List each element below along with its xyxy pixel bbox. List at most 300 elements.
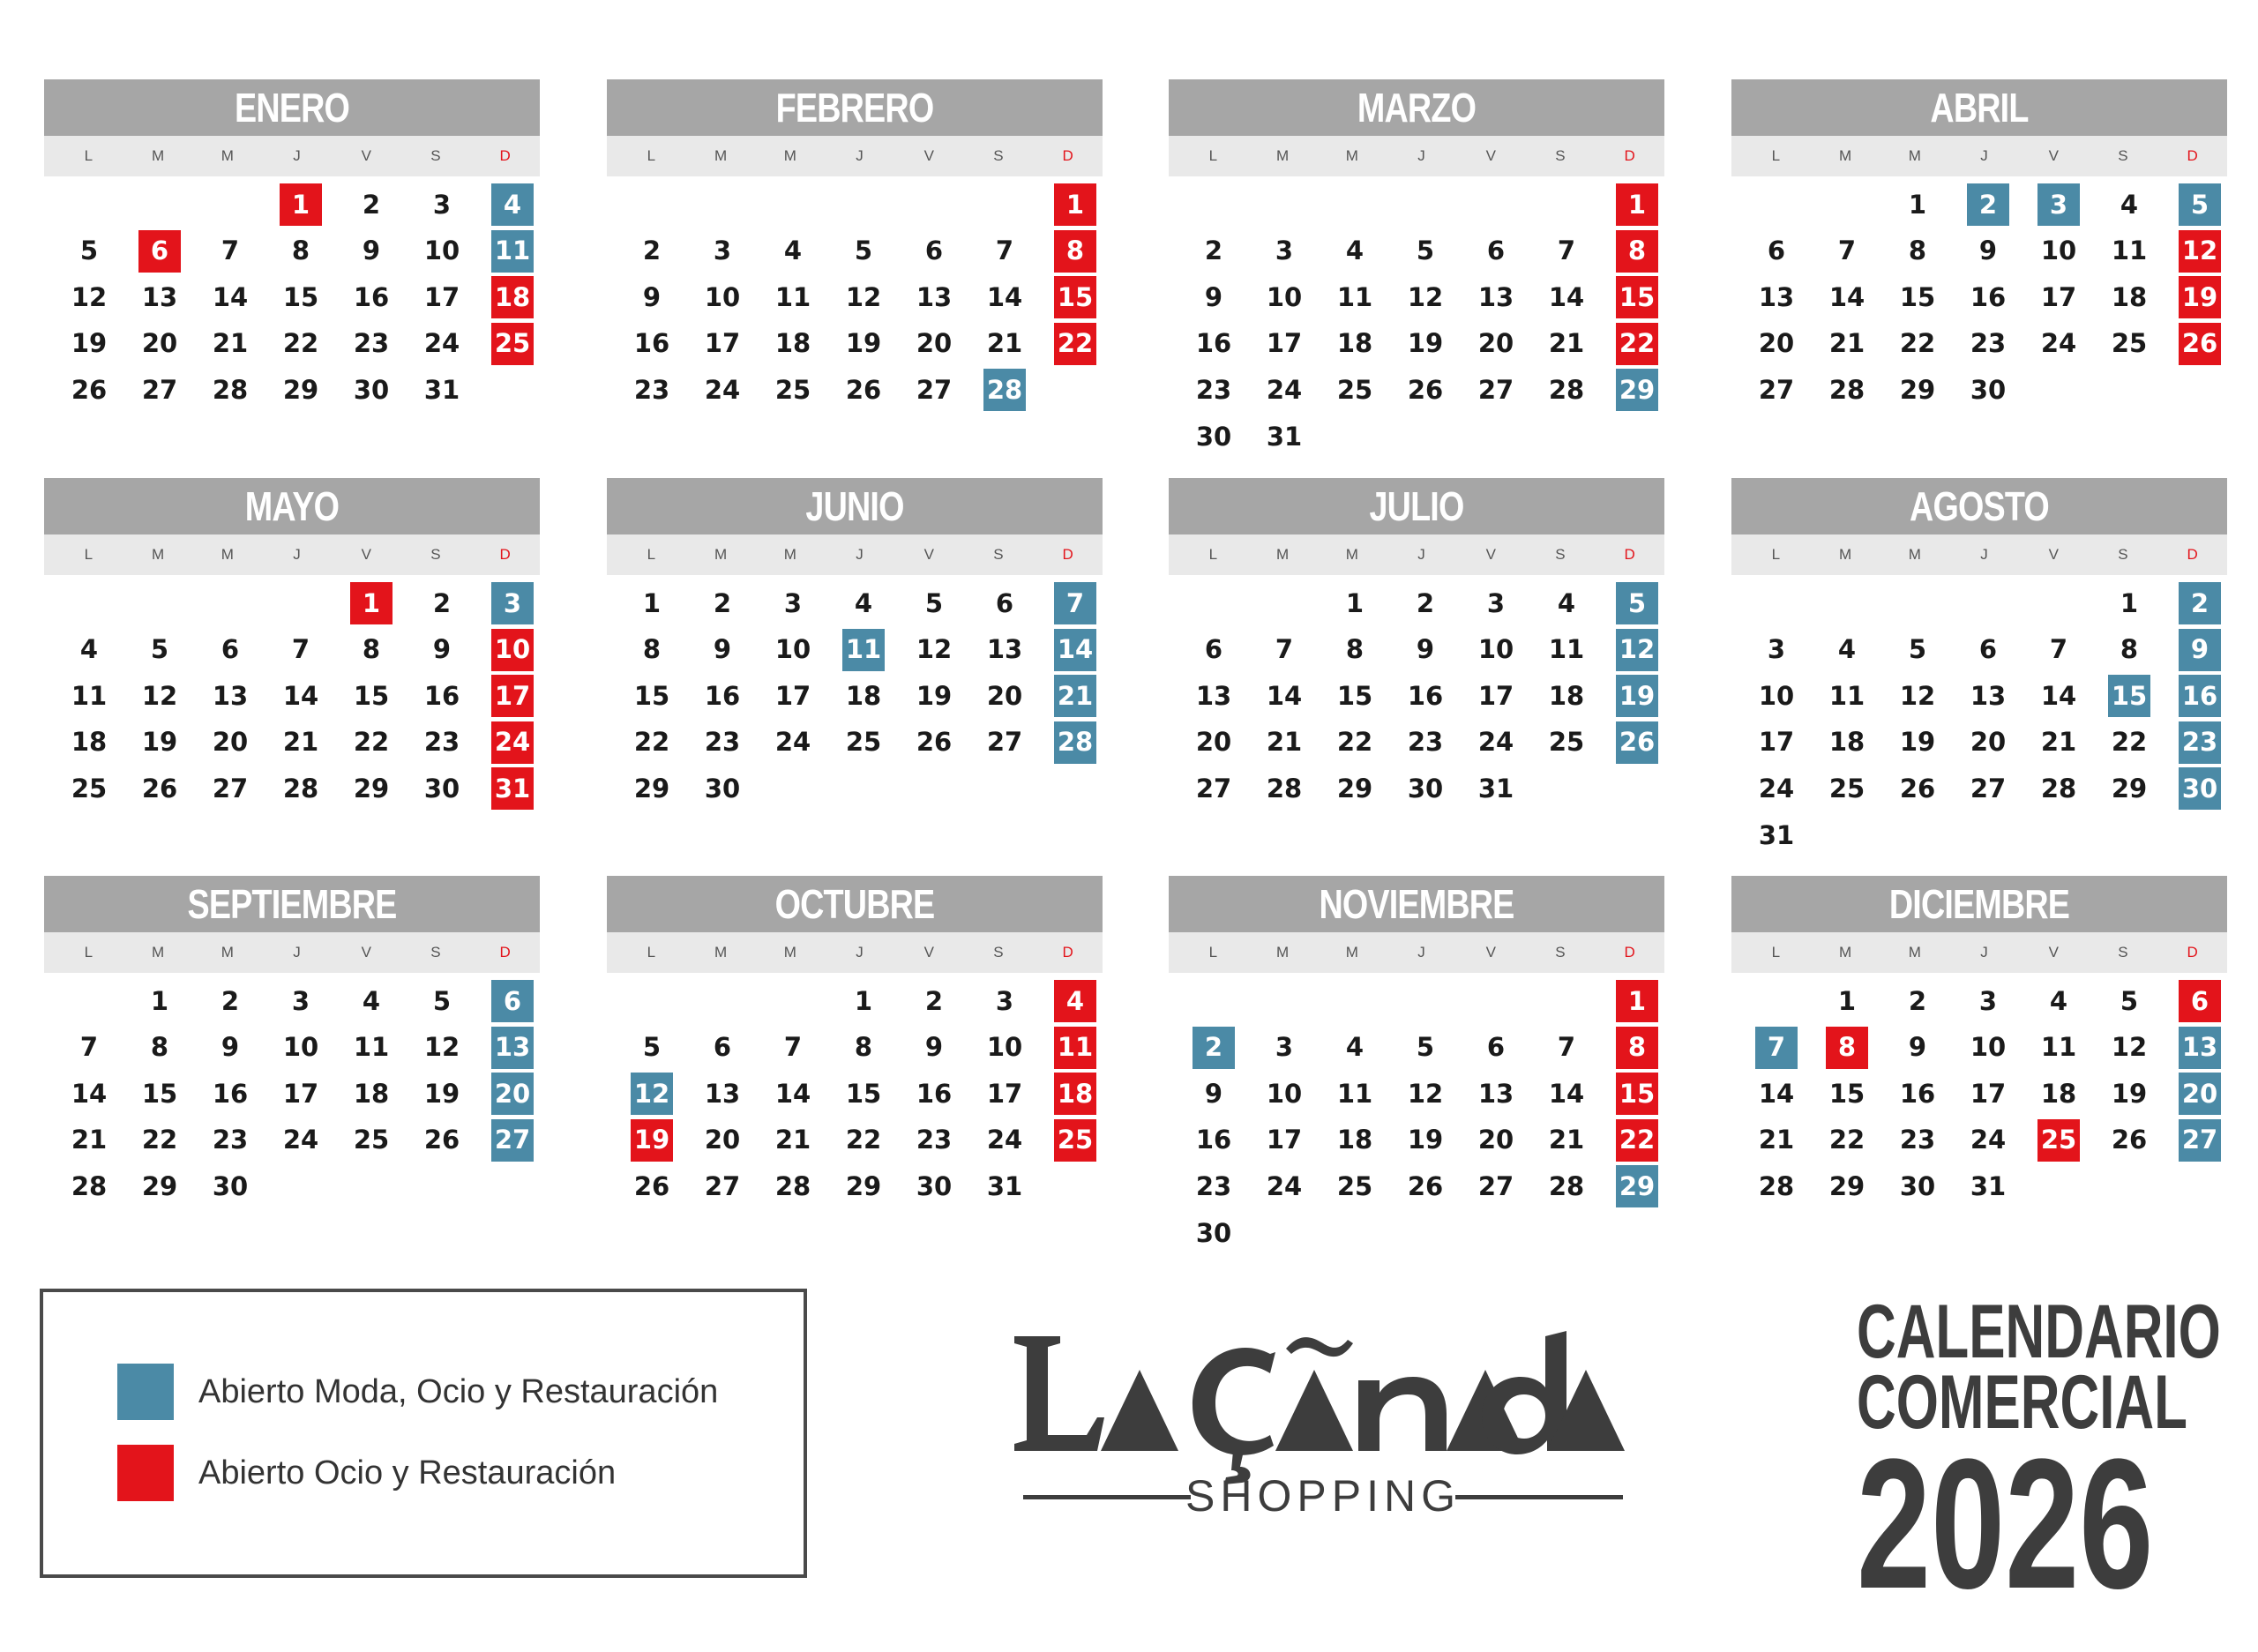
day-cell — [336, 274, 407, 320]
weekday-label: D — [2187, 944, 2198, 961]
day-cell — [1249, 1025, 1320, 1071]
day-cell — [1390, 228, 1461, 274]
day-cell — [1390, 1118, 1461, 1163]
weekday-label: D — [2187, 546, 2198, 563]
weekday-label: D — [499, 944, 511, 961]
day-cell — [899, 228, 969, 274]
day-cell — [758, 274, 828, 320]
day-number: 10 — [423, 235, 460, 266]
day-cell — [1531, 1071, 1602, 1117]
weekday-label: L — [1771, 944, 1781, 961]
day-cell — [1882, 720, 1953, 766]
month-febrero — [607, 79, 1103, 503]
day-cell — [1602, 580, 1672, 626]
day-cell — [2023, 182, 2094, 228]
day-number: 27 — [1477, 374, 1514, 405]
day-number: 1 — [2120, 587, 2139, 618]
day-cell — [1882, 321, 1953, 367]
day-cell — [1249, 321, 1320, 367]
weekday-label: V — [923, 546, 934, 563]
legend-label-red: Abierto Ocio y Restauración — [198, 1454, 617, 1491]
day-number: 19 — [71, 328, 108, 359]
month-name: MARZO — [1214, 79, 1620, 136]
day-number: 21 — [71, 1125, 108, 1155]
day-number: 10 — [2040, 235, 2077, 266]
weekday-label: L — [1771, 546, 1781, 563]
day-number: 1 — [1345, 587, 1365, 618]
month-header — [1169, 79, 1664, 136]
day-number: 23 — [704, 727, 741, 758]
day-number: 30 — [423, 773, 460, 804]
day-cell — [1320, 766, 1390, 811]
day-number: 11 — [491, 230, 534, 273]
day-cell — [1882, 673, 1953, 719]
day-number: 24 — [423, 328, 460, 359]
day-cell — [195, 1025, 265, 1071]
day-number: 3 — [1978, 985, 1998, 1016]
day-number: 1 — [350, 582, 393, 624]
day-cell — [477, 673, 548, 719]
day-number: 27 — [1477, 1170, 1514, 1201]
day-number: 14 — [1266, 680, 1303, 711]
day-cell — [1812, 321, 1882, 367]
day-cell — [2094, 766, 2165, 811]
day-number: 3 — [2037, 183, 2080, 226]
day-number: 17 — [1970, 1078, 2007, 1109]
day-cell — [54, 627, 124, 673]
day-number: 24 — [986, 1125, 1023, 1155]
day-number: 28 — [1548, 374, 1585, 405]
day-cell — [336, 627, 407, 673]
day-number: 6 — [1486, 235, 1506, 266]
day-number: 8 — [362, 634, 381, 665]
day-cell — [1249, 766, 1320, 811]
day-number: 21 — [2040, 727, 2077, 758]
day-number: 10 — [704, 281, 741, 312]
day-number: 23 — [1195, 1170, 1232, 1201]
day-cell — [687, 766, 758, 811]
day-number: 3 — [1486, 587, 1506, 618]
day-cell — [828, 1071, 899, 1117]
day-number: 17 — [774, 680, 811, 711]
day-number: 27 — [491, 1119, 534, 1162]
day-cell — [2165, 321, 2235, 367]
day-cell — [336, 1025, 407, 1071]
day-cell — [758, 1025, 828, 1071]
day-cell — [54, 1163, 124, 1209]
day-number: 19 — [916, 680, 953, 711]
day-cell — [1602, 978, 1672, 1024]
day-cell — [828, 673, 899, 719]
weekday-row — [607, 136, 1103, 176]
day-number: 26 — [423, 1125, 460, 1155]
day-cell — [899, 673, 969, 719]
weekday-label: M — [221, 147, 234, 164]
day-cell — [1320, 1163, 1390, 1209]
month-septiembre — [44, 876, 540, 1299]
day-number: 5 — [79, 235, 99, 266]
day-cell — [758, 1071, 828, 1117]
day-cell — [1249, 228, 1320, 274]
day-number: 19 — [1407, 1125, 1444, 1155]
day-number: 29 — [1336, 773, 1373, 804]
day-number: 15 — [845, 1078, 882, 1109]
day-number: 12 — [141, 680, 178, 711]
day-number: 29 — [1899, 374, 1936, 405]
day-number: 13 — [2179, 1027, 2221, 1069]
day-cell — [1531, 627, 1602, 673]
day-cell — [336, 367, 407, 413]
day-cell — [54, 1118, 124, 1163]
day-cell — [54, 720, 124, 766]
weekday-row — [1731, 534, 2227, 575]
day-number: 18 — [353, 1078, 390, 1109]
day-number: 31 — [423, 374, 460, 405]
day-cell — [1390, 580, 1461, 626]
day-number: 11 — [2111, 235, 2148, 266]
day-cell — [687, 1163, 758, 1209]
day-number: 29 — [633, 773, 670, 804]
day-number: 4 — [1557, 587, 1576, 618]
weekday-label: V — [1485, 944, 1496, 961]
day-cell — [1178, 228, 1249, 274]
day-number: 7 — [1557, 1032, 1576, 1063]
day-cell — [265, 321, 336, 367]
day-cell — [2165, 978, 2235, 1024]
weekday-label: M — [783, 147, 796, 164]
day-number: 5 — [854, 235, 873, 266]
day-number: 20 — [212, 727, 249, 758]
day-number: 13 — [212, 680, 249, 711]
day-cell — [407, 766, 477, 811]
day-cell — [265, 228, 336, 274]
day-number: 15 — [282, 281, 319, 312]
legend-item-red — [117, 1445, 616, 1501]
logo-letter-d — [1482, 1331, 1566, 1454]
logo-triangle-2 — [1275, 1370, 1353, 1451]
weekday-label: V — [2048, 147, 2059, 164]
day-cell — [758, 321, 828, 367]
day-number: 24 — [1266, 1170, 1303, 1201]
day-number: 13 — [986, 634, 1023, 665]
day-number: 8 — [1908, 235, 1927, 266]
weekday-label: D — [1624, 546, 1635, 563]
day-number: 28 — [1548, 1170, 1585, 1201]
day-number: 29 — [1616, 1165, 1658, 1207]
day-cell — [265, 1025, 336, 1071]
day-number: 24 — [491, 721, 534, 764]
day-number: 19 — [631, 1119, 673, 1162]
day-cell — [265, 978, 336, 1024]
weekday-label: V — [361, 546, 371, 563]
day-cell — [1531, 580, 1602, 626]
day-cell — [1461, 580, 1531, 626]
day-number: 19 — [1616, 675, 1658, 717]
day-cell — [336, 978, 407, 1024]
day-cell — [336, 720, 407, 766]
day-number: 8 — [1616, 230, 1658, 273]
day-number: 7 — [2049, 634, 2068, 665]
weekday-label: M — [1908, 147, 1921, 164]
day-number: 14 — [774, 1078, 811, 1109]
day-cell — [1602, 720, 1672, 766]
day-number: 2 — [642, 235, 662, 266]
day-number: 23 — [212, 1125, 249, 1155]
weekday-label: V — [361, 147, 371, 164]
day-number: 27 — [212, 773, 249, 804]
day-number: 11 — [2040, 1032, 2077, 1063]
weekday-label: M — [1345, 944, 1358, 961]
day-cell — [54, 321, 124, 367]
day-cell — [2023, 1118, 2094, 1163]
day-number: 12 — [423, 1032, 460, 1063]
weekday-label: D — [499, 546, 511, 563]
weekday-label: J — [293, 147, 301, 164]
weekday-label: S — [1555, 944, 1566, 961]
day-cell — [758, 627, 828, 673]
weekday-row — [1169, 136, 1664, 176]
day-cell — [195, 1118, 265, 1163]
day-number: 17 — [986, 1078, 1023, 1109]
weekday-label: M — [221, 546, 234, 563]
day-cell — [1249, 414, 1320, 460]
day-number: 19 — [1407, 328, 1444, 359]
day-number: 18 — [1548, 680, 1585, 711]
day-cell — [758, 367, 828, 413]
day-number: 28 — [2040, 773, 2077, 804]
day-number: 6 — [995, 587, 1014, 618]
day-cell — [1882, 1025, 1953, 1071]
day-cell — [1461, 766, 1531, 811]
weekday-label: J — [856, 147, 864, 164]
day-number: 30 — [1407, 773, 1444, 804]
logo-letter-l — [1014, 1336, 1104, 1451]
month-julio — [1169, 478, 1664, 901]
day-cell — [1461, 673, 1531, 719]
day-cell — [2023, 228, 2094, 274]
day-number: 11 — [1336, 1078, 1373, 1109]
day-cell — [1390, 321, 1461, 367]
day-number: 17 — [423, 281, 460, 312]
day-cell — [2094, 274, 2165, 320]
day-number: 20 — [1970, 727, 2007, 758]
day-cell — [1390, 766, 1461, 811]
day-number: 15 — [1336, 680, 1373, 711]
day-number: 23 — [633, 374, 670, 405]
day-cell — [1461, 367, 1531, 413]
day-number: 21 — [774, 1125, 811, 1155]
day-number: 30 — [2179, 767, 2221, 810]
day-cell — [1741, 1071, 1812, 1117]
day-cell — [828, 1163, 899, 1209]
day-number: 14 — [986, 281, 1023, 312]
day-number: 2 — [221, 985, 240, 1016]
day-number: 26 — [1616, 721, 1658, 764]
day-number: 1 — [1908, 189, 1927, 220]
day-number: 12 — [916, 634, 953, 665]
weekday-label: J — [1980, 147, 1988, 164]
day-number: 23 — [423, 727, 460, 758]
day-number: 9 — [1416, 634, 1435, 665]
day-cell — [1461, 274, 1531, 320]
day-number: 29 — [141, 1170, 178, 1201]
day-cell — [1812, 627, 1882, 673]
day-cell — [1882, 182, 1953, 228]
day-number: 21 — [986, 328, 1023, 359]
day-number: 21 — [282, 727, 319, 758]
day-number: 28 — [282, 773, 319, 804]
day-number: 13 — [141, 281, 178, 312]
day-number: 25 — [353, 1125, 390, 1155]
day-number: 28 — [774, 1170, 811, 1201]
day-number: 6 — [138, 230, 181, 273]
day-cell — [758, 1118, 828, 1163]
weekday-row — [1169, 534, 1664, 575]
day-cell — [2094, 1071, 2165, 1117]
day-cell — [1531, 673, 1602, 719]
day-grid — [1731, 973, 2227, 1299]
day-number: 26 — [1407, 374, 1444, 405]
day-cell — [124, 1163, 195, 1209]
weekday-label: S — [993, 944, 1004, 961]
day-cell — [1602, 1118, 1672, 1163]
weekday-label: L — [1771, 147, 1781, 164]
day-number: 16 — [1899, 1078, 1936, 1109]
day-cell — [407, 627, 477, 673]
weekday-label: L — [84, 147, 93, 164]
day-number: 25 — [491, 323, 534, 365]
day-cell — [2165, 720, 2235, 766]
day-number: 7 — [291, 634, 310, 665]
day-number: 27 — [916, 374, 953, 405]
day-cell — [1741, 720, 1812, 766]
day-cell — [1882, 274, 1953, 320]
day-cell — [617, 367, 687, 413]
day-number: 17 — [491, 675, 534, 717]
day-cell — [899, 1118, 969, 1163]
day-cell — [407, 978, 477, 1024]
month-name: SEPTIEMBRE — [89, 876, 496, 932]
weekday-label: J — [293, 546, 301, 563]
day-cell — [477, 766, 548, 811]
day-cell — [969, 228, 1040, 274]
legend-box — [40, 1289, 807, 1578]
day-cell — [2023, 1025, 2094, 1071]
day-cell — [336, 673, 407, 719]
day-cell — [2165, 1071, 2235, 1117]
day-cell — [336, 182, 407, 228]
day-number: 21 — [1054, 675, 1096, 717]
day-number: 28 — [71, 1170, 108, 1201]
day-cell — [1249, 274, 1320, 320]
day-cell — [969, 367, 1040, 413]
day-number: 30 — [212, 1170, 249, 1201]
weekday-label: D — [1062, 546, 1073, 563]
day-number: 17 — [1266, 328, 1303, 359]
day-cell — [265, 720, 336, 766]
day-number: 9 — [2179, 629, 2221, 671]
day-number: 22 — [141, 1125, 178, 1155]
day-cell — [124, 228, 195, 274]
day-number: 13 — [1195, 680, 1232, 711]
day-cell — [124, 978, 195, 1024]
day-number: 16 — [1195, 328, 1232, 359]
day-cell — [1531, 274, 1602, 320]
day-cell — [899, 1025, 969, 1071]
day-cell — [2094, 978, 2165, 1024]
month-header — [607, 478, 1103, 534]
weekday-label: S — [2118, 546, 2128, 563]
day-cell — [1602, 274, 1672, 320]
weekday-label: L — [647, 147, 656, 164]
day-number: 5 — [2120, 985, 2139, 1016]
day-cell — [1531, 720, 1602, 766]
day-cell — [1602, 673, 1672, 719]
day-number: 30 — [1899, 1170, 1936, 1201]
day-number: 4 — [854, 587, 873, 618]
day-number: 6 — [1204, 634, 1223, 665]
day-cell — [687, 228, 758, 274]
day-number: 17 — [704, 328, 741, 359]
month-noviembre — [1169, 876, 1664, 1299]
day-number: 27 — [1195, 773, 1232, 804]
day-cell — [2094, 580, 2165, 626]
month-name: ENERO — [89, 79, 496, 136]
day-cell — [687, 1071, 758, 1117]
day-cell — [1390, 673, 1461, 719]
day-cell — [2094, 321, 2165, 367]
day-cell — [1741, 1163, 1812, 1209]
day-number: 26 — [71, 374, 108, 405]
day-cell — [687, 627, 758, 673]
weekday-label: D — [1624, 944, 1635, 961]
day-number: 12 — [1616, 629, 1658, 671]
logo-triangle-1 — [1101, 1370, 1178, 1451]
logo-letter-c — [1193, 1348, 1275, 1455]
weekday-label: J — [856, 546, 864, 563]
weekday-label: M — [1345, 546, 1358, 563]
day-number: 8 — [1054, 230, 1096, 273]
day-number: 4 — [1837, 634, 1857, 665]
day-cell — [1953, 673, 2023, 719]
weekday-label: M — [1838, 944, 1852, 961]
day-cell — [1882, 978, 1953, 1024]
day-number: 24 — [704, 374, 741, 405]
weekday-label: J — [856, 944, 864, 961]
day-number: 12 — [1899, 680, 1936, 711]
weekday-label: L — [1208, 147, 1218, 164]
day-number: 14 — [1758, 1078, 1795, 1109]
day-number: 9 — [221, 1032, 240, 1063]
day-number: 31 — [1970, 1170, 2007, 1201]
month-header — [1169, 876, 1664, 932]
day-cell — [828, 1118, 899, 1163]
day-cell — [2094, 627, 2165, 673]
day-number: 5 — [1416, 235, 1435, 266]
day-cell — [265, 627, 336, 673]
day-number: 28 — [1054, 721, 1096, 764]
day-number: 21 — [212, 328, 249, 359]
day-number: 4 — [491, 183, 534, 226]
day-cell — [477, 228, 548, 274]
day-number: 29 — [1616, 369, 1658, 411]
day-number: 30 — [916, 1170, 953, 1201]
day-number: 16 — [423, 680, 460, 711]
day-number: 9 — [1908, 1032, 1927, 1063]
day-number: 16 — [1195, 1125, 1232, 1155]
weekday-label: L — [84, 546, 93, 563]
day-cell — [758, 673, 828, 719]
